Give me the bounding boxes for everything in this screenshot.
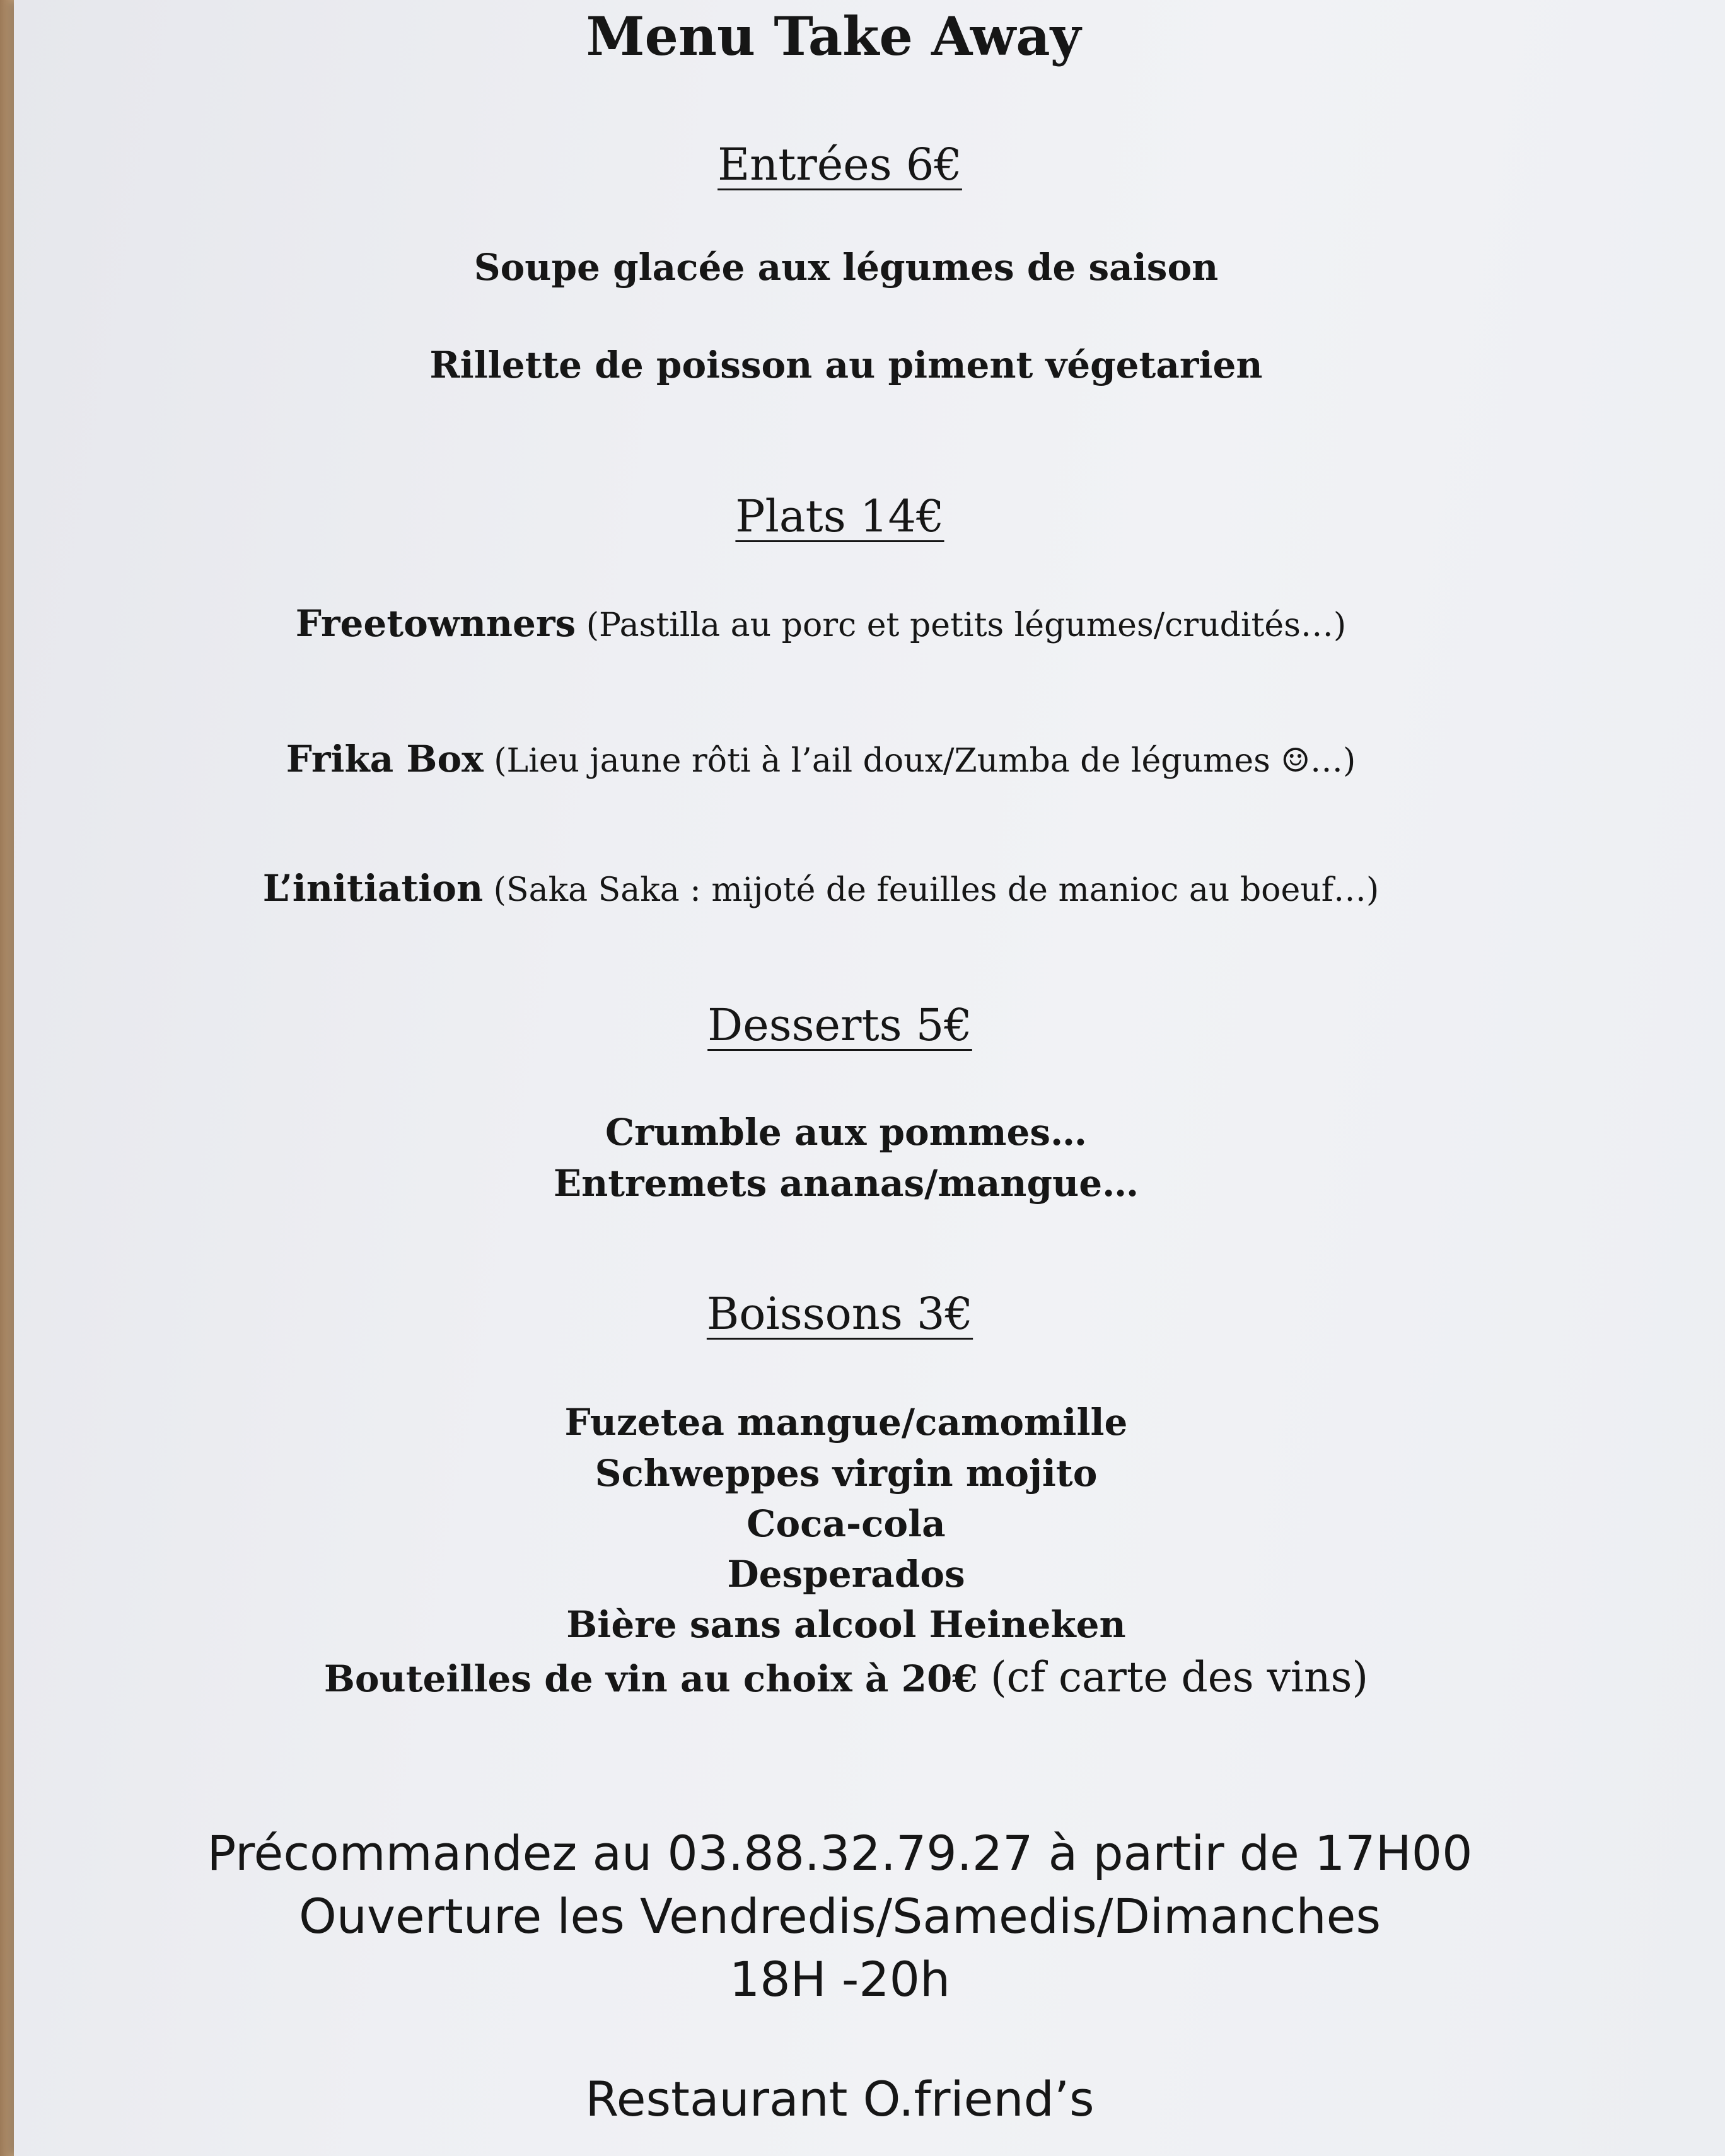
dessert-item: Crumble aux pommes… (605, 1111, 1087, 1154)
section-heading-entrees: Entrées 6€ (717, 139, 962, 190)
plat-name: Frika Box (286, 738, 484, 780)
opening-days: Ouverture les Vendredis/Samedis/Dimanches (298, 1888, 1381, 1944)
drink-item: Fuzetea mangue/camomille (564, 1401, 1128, 1444)
preorder-text: Précommandez au 03.88.32.79.27 à partir de 17H00 (207, 1825, 1473, 1881)
restaurant-name: Restaurant O.friend’s (585, 2071, 1095, 2127)
plat-name: L’initiation (262, 867, 484, 910)
dessert-item: Entremets ananas/mangue… (553, 1162, 1139, 1205)
drink-item: Bière sans alcool Heineken (566, 1603, 1126, 1646)
opening-hours: 18H -20h (729, 1951, 951, 2007)
wine-offer: Bouteilles de vin au choix à 20€ (323, 1657, 978, 1700)
plat-item (1, 738, 1641, 780)
drink-item: Desperados (727, 1553, 965, 1596)
plat-name: Freetownners (295, 602, 576, 645)
section-heading-boissons: Boissons 3€ (706, 1288, 973, 1340)
plat-item (1, 602, 1641, 645)
drink-item: Schweppes virgin mojito (595, 1452, 1098, 1495)
wine-line (26, 1653, 1666, 1701)
section-heading-plats: Plats 14€ (735, 490, 944, 542)
plat-description: (Pastilla au porc et petits légumes/crudités…) (586, 606, 1347, 644)
wine-note: (cf carte des vins) (990, 1653, 1369, 1701)
plat-description: (Saka Saka : mijoté de feuilles de manioc au boeuf…) (493, 871, 1379, 909)
drink-item: Coca-cola (746, 1502, 946, 1545)
plat-item (1, 867, 1641, 910)
entree-item: Rillette de poisson au piment végetarien (429, 344, 1263, 386)
section-heading-desserts: Desserts 5€ (707, 999, 972, 1051)
menu-title: Menu Take Away (586, 5, 1081, 67)
menu-sheet (14, 0, 1725, 2156)
entree-item: Soupe glacée aux légumes de saison (473, 246, 1219, 289)
plat-description: (Lieu jaune rôti à l’ail doux/Zumba de légumes ☺…) (494, 742, 1356, 780)
